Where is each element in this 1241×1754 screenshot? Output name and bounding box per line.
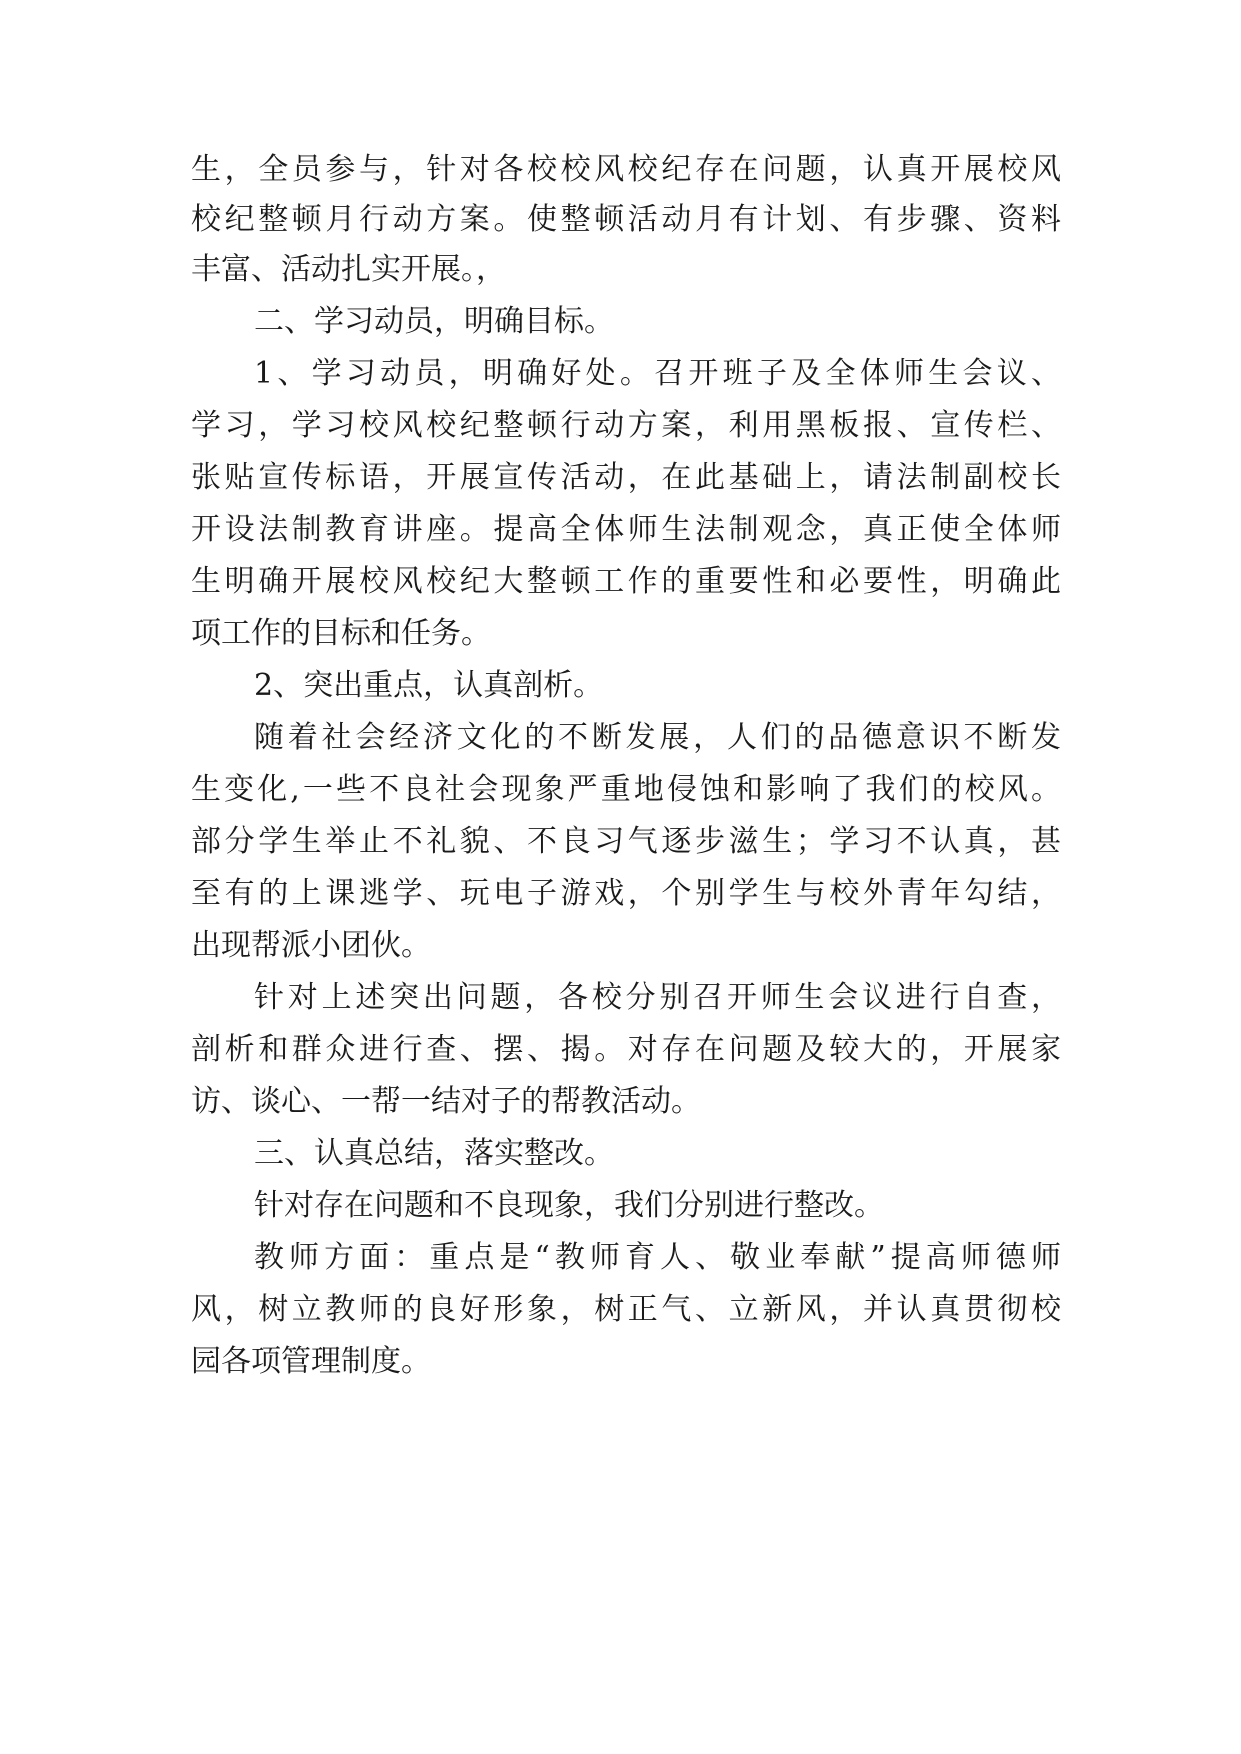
body-text-line: 开设法制教育讲座。提高全体师生法制观念，真正使全体师	[191, 512, 1061, 547]
body-text-line: 生，全员参与，针对各校校风校纪存在问题，认真开展校风	[191, 152, 1061, 187]
body-text-line: 张贴宣传标语，开展宣传活动，在此基础上，请法制副校长	[191, 460, 1061, 495]
body-text-line: 校纪整顿月行动方案。使整顿活动月有计划、有步骤、资料	[191, 202, 1061, 237]
body-text-line: 针对上述突出问题，各校分别召开师生会议进行自查，	[254, 980, 1061, 1015]
body-text-line: 访、谈心、一帮一结对子的帮教活动。	[191, 1084, 701, 1119]
body-text-line: 教师方面：重点是“教师育人、敬业奉献”提高师德师	[254, 1240, 1061, 1275]
body-text-line: 风，树立教师的良好形象，树正气、立新风，并认真贯彻校	[191, 1292, 1061, 1327]
body-text-line: 学习，学习校风校纪整顿行动方案，利用黑板报、宣传栏、	[191, 408, 1061, 443]
body-text-line: 出现帮派小团伙。	[191, 928, 431, 963]
body-text-line: 丰富、活动扎实开展。，	[191, 252, 506, 287]
subsection-heading: 2、突出重点，认真剖析。	[254, 668, 604, 703]
body-text-line: 至有的上课逃学、玩电子游戏，个别学生与校外青年勾结，	[191, 876, 1061, 911]
body-text-line: 剖析和群众进行查、摆、揭。对存在问题及较大的，开展家	[191, 1032, 1061, 1067]
body-text-line: 生变化,一些不良社会现象严重地侵蚀和影响了我们的校风。	[191, 772, 1061, 807]
body-text-line: 项工作的目标和任务。	[191, 616, 491, 651]
body-text-line: 随着社会经济文化的不断发展，人们的品德意识不断发	[254, 720, 1061, 755]
body-text-line: 部分学生举止不礼貌、不良习气逐步滋生；学习不认真，甚	[191, 824, 1061, 859]
body-text-line: 园各项管理制度。	[191, 1344, 431, 1379]
body-text-line: 生明确开展校风校纪大整顿工作的重要性和必要性，明确此	[191, 564, 1061, 599]
section-heading: 二、学习动员，明确目标。	[254, 304, 614, 339]
section-heading: 三、认真总结，落实整改。	[254, 1136, 614, 1171]
body-text-line: 针对存在问题和不良现象，我们分别进行整改。	[254, 1188, 884, 1223]
subsection-heading: 1、学习动员，明确好处。召开班子及全体师生会议、	[254, 356, 1061, 391]
